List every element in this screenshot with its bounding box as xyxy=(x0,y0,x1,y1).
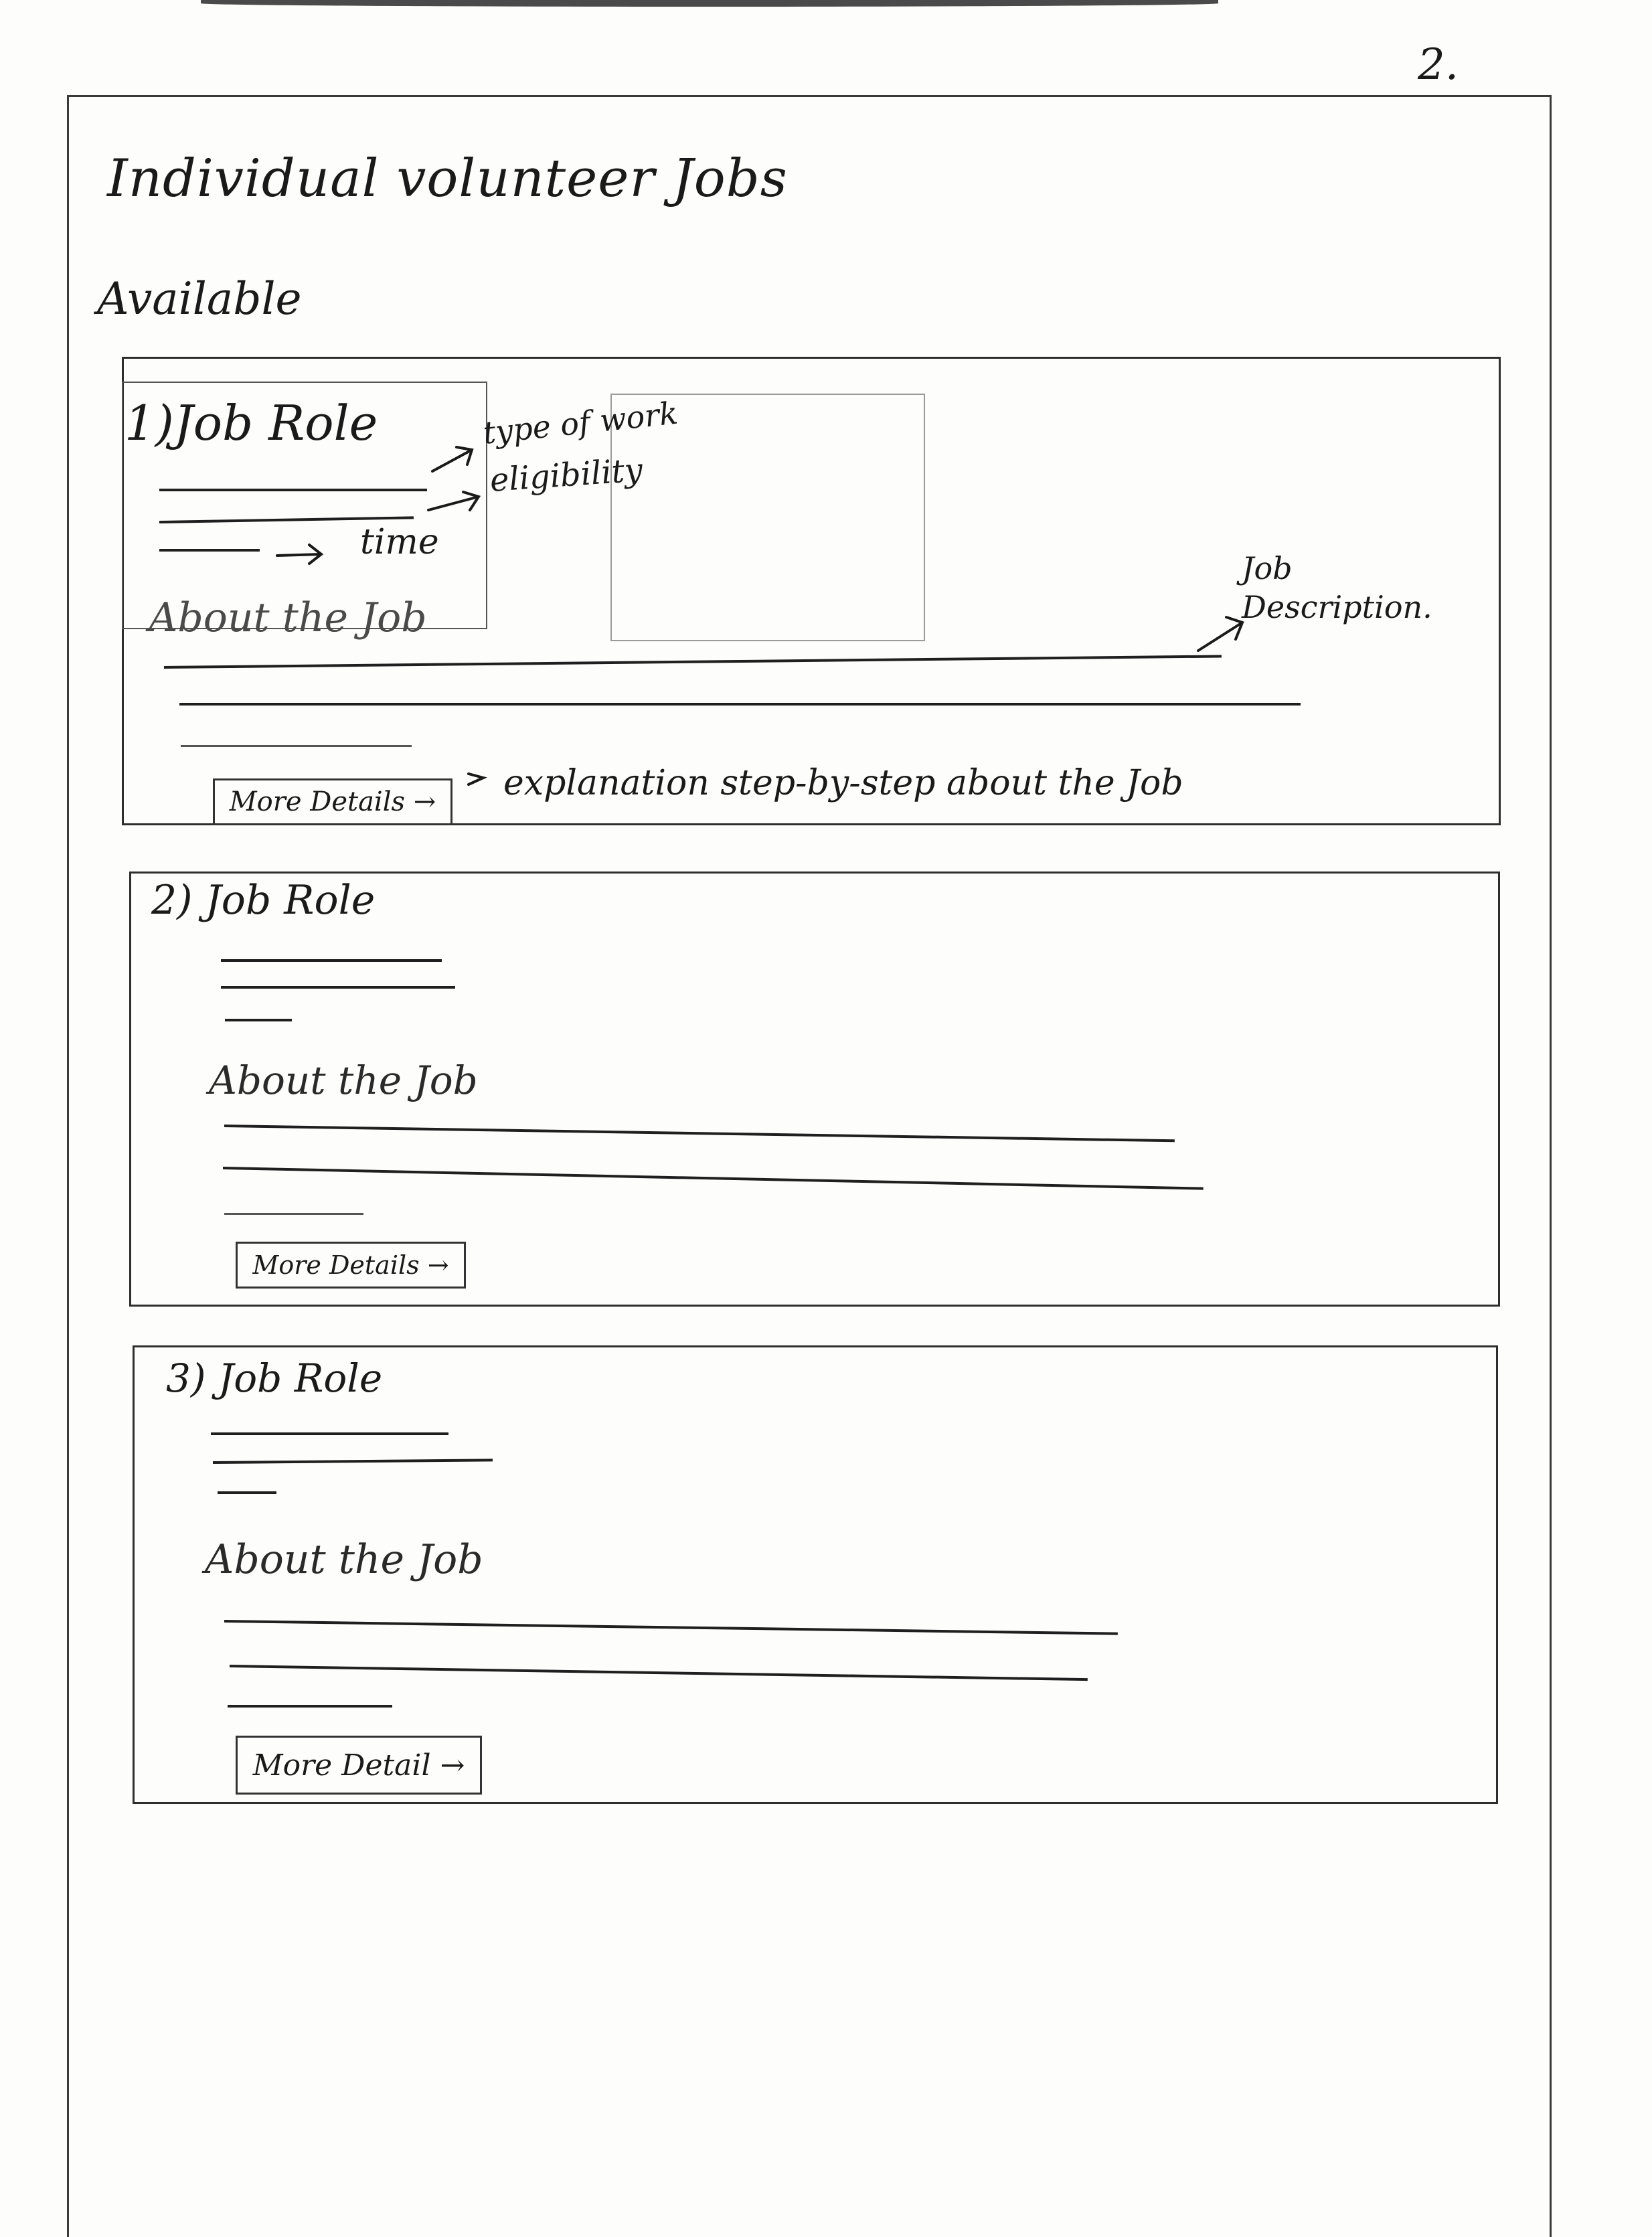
job-card-3-about-label: About the Job xyxy=(205,1536,483,1583)
job-card-1-about-label: About the Job xyxy=(149,594,427,641)
job-card-1-type-line xyxy=(159,489,427,491)
job-card-2-description-line-3 xyxy=(224,1213,363,1215)
page-number: 2. xyxy=(1418,40,1459,90)
job-card-2-about-label: About the Job xyxy=(209,1058,478,1103)
annotation-eligibility: eligibility xyxy=(489,451,644,499)
job-card-1-title: 1)Job Role xyxy=(125,395,378,451)
scan-edge xyxy=(201,0,1218,7)
job-card-3-more-details-button[interactable]: More Detail → xyxy=(236,1736,482,1795)
annotation-time: time xyxy=(360,522,439,562)
page-title: Individual volunteer Jobs xyxy=(107,149,788,209)
job-card-1-time-line xyxy=(159,549,260,552)
job-card-2-meta-line-1 xyxy=(221,959,442,962)
job-card-3-meta-line-3 xyxy=(218,1491,276,1494)
job-card-1-description-line-3 xyxy=(181,745,412,747)
job-card-1-more-details-button[interactable]: More Details → xyxy=(213,778,452,825)
job-card-2-more-details-button[interactable]: More Details → xyxy=(236,1242,466,1289)
job-card-2-title: 2) Job Role xyxy=(151,877,376,924)
annotation-explanation: explanation step-by-step about the Job xyxy=(503,763,1183,803)
annotation-type-of-work: type of work xyxy=(481,394,680,451)
job-card-3-meta-line-1 xyxy=(211,1432,448,1435)
section-label-available: Available xyxy=(97,273,302,325)
job-card-2-meta-line-3 xyxy=(225,1019,292,1021)
job-card-1-description-line-2 xyxy=(179,703,1301,706)
job-card-2-meta-line-2 xyxy=(221,986,455,989)
job-card-3-description-line-3 xyxy=(228,1705,392,1708)
job-card-3-title: 3) Job Role xyxy=(166,1355,383,1401)
annotation-job-description: Job Description. xyxy=(1242,550,1432,625)
